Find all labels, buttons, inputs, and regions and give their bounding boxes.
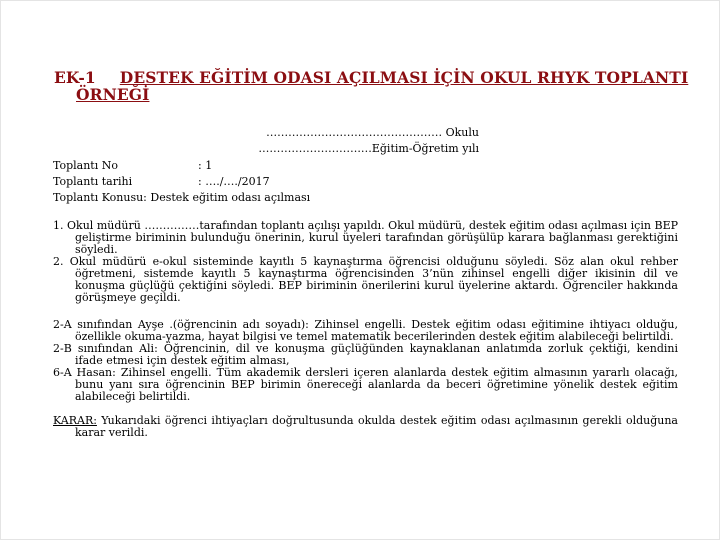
school-name-line: ………………………………………… Okulu xyxy=(266,126,479,139)
student-ayse: 2-A sınıfından Ayşe .(öğrencinin adı soyadı): Zihinsel engelli. Destek eğitim odası eğitimine ihtiyacı olduğu, özellikle okuma-yazma, hayat bilgisi ve temel matematik becerilerinden destek eğitim alabileceği belirtildi. xyxy=(53,318,678,343)
paragraph-2: 2. Okul müdürü e-okul sisteminde kayıtlı 5 kaynaştırma öğrencisi olduğunu söyledi. Söz alan okul rehber öğretmeni, sistemde kayıtlı 5 kaynaştırma öğrencisinden 3’nün zihinsel engelli diğer ikisinin dil ve konuşma güçlüğü çektiğini söyledi. BEP biriminin önerilerini kurul üyelerine aktardı. Öğrenciler hakkında görüşmeye geçildi. xyxy=(53,255,678,304)
document-title xyxy=(54,68,689,104)
school-header xyxy=(258,125,479,157)
student-ali: 2-B sınıfından Ali: Öğrencinin, dil ve konuşma güçlüğünden kaynaklanan anlatımda zorluk çektiği, kendini ifade etmesi için destek eğitim alması, xyxy=(53,342,678,367)
academic-year-line: ……………………….…Eğitim-Öğretim yılı xyxy=(258,142,479,155)
title-line-2: ÖRNEĞİ xyxy=(76,85,150,104)
student-hasan: 6-A Hasan: Zihinsel engelli. Tüm akademik dersleri içeren alanlarda destek eğitim almasının yararlı olacağı, bunu yanı sıra öğrencinin BEP birimin önereceği alanlarda da beceri öğretimine yönelik destek eğitim alabileceği belirtildi. xyxy=(53,366,678,403)
decision-text: Yukarıdaki öğrenci ihtiyaçları doğrultusunda okulda destek eğitim odası açılmasının gerekli olduğuna karar verildi. xyxy=(75,414,678,439)
decision-paragraph xyxy=(53,415,678,439)
annex-code: EK-1 xyxy=(54,68,96,87)
paragraph-1: 1. Okul müdürü ……………tarafından toplantı açılışı yapıldı. Okul müdürü, destek eğitim odası açılması için BEP geliştirme biriminin bulunduğu önerinin, kurul üyeleri tarafından görüşülüp karara bağlanması gerektiğini söyledi. xyxy=(53,219,678,256)
meeting-date-value: : …./…./2017 xyxy=(198,175,270,188)
meeting-minutes xyxy=(53,220,678,439)
decision-label: KARAR: xyxy=(53,414,97,427)
title-line-1: DESTEK EĞİTİM ODASI AÇILMASI İÇİN OKUL RHYK TOPLANTI xyxy=(119,68,689,87)
meeting-date-label: Toplantı tarihi xyxy=(53,175,133,188)
meeting-number-label: Toplantı No xyxy=(53,159,118,172)
meeting-number-value: : 1 xyxy=(198,159,213,172)
meeting-subject: Toplantı Konusu: Destek eğitim odası açılması xyxy=(53,191,311,204)
